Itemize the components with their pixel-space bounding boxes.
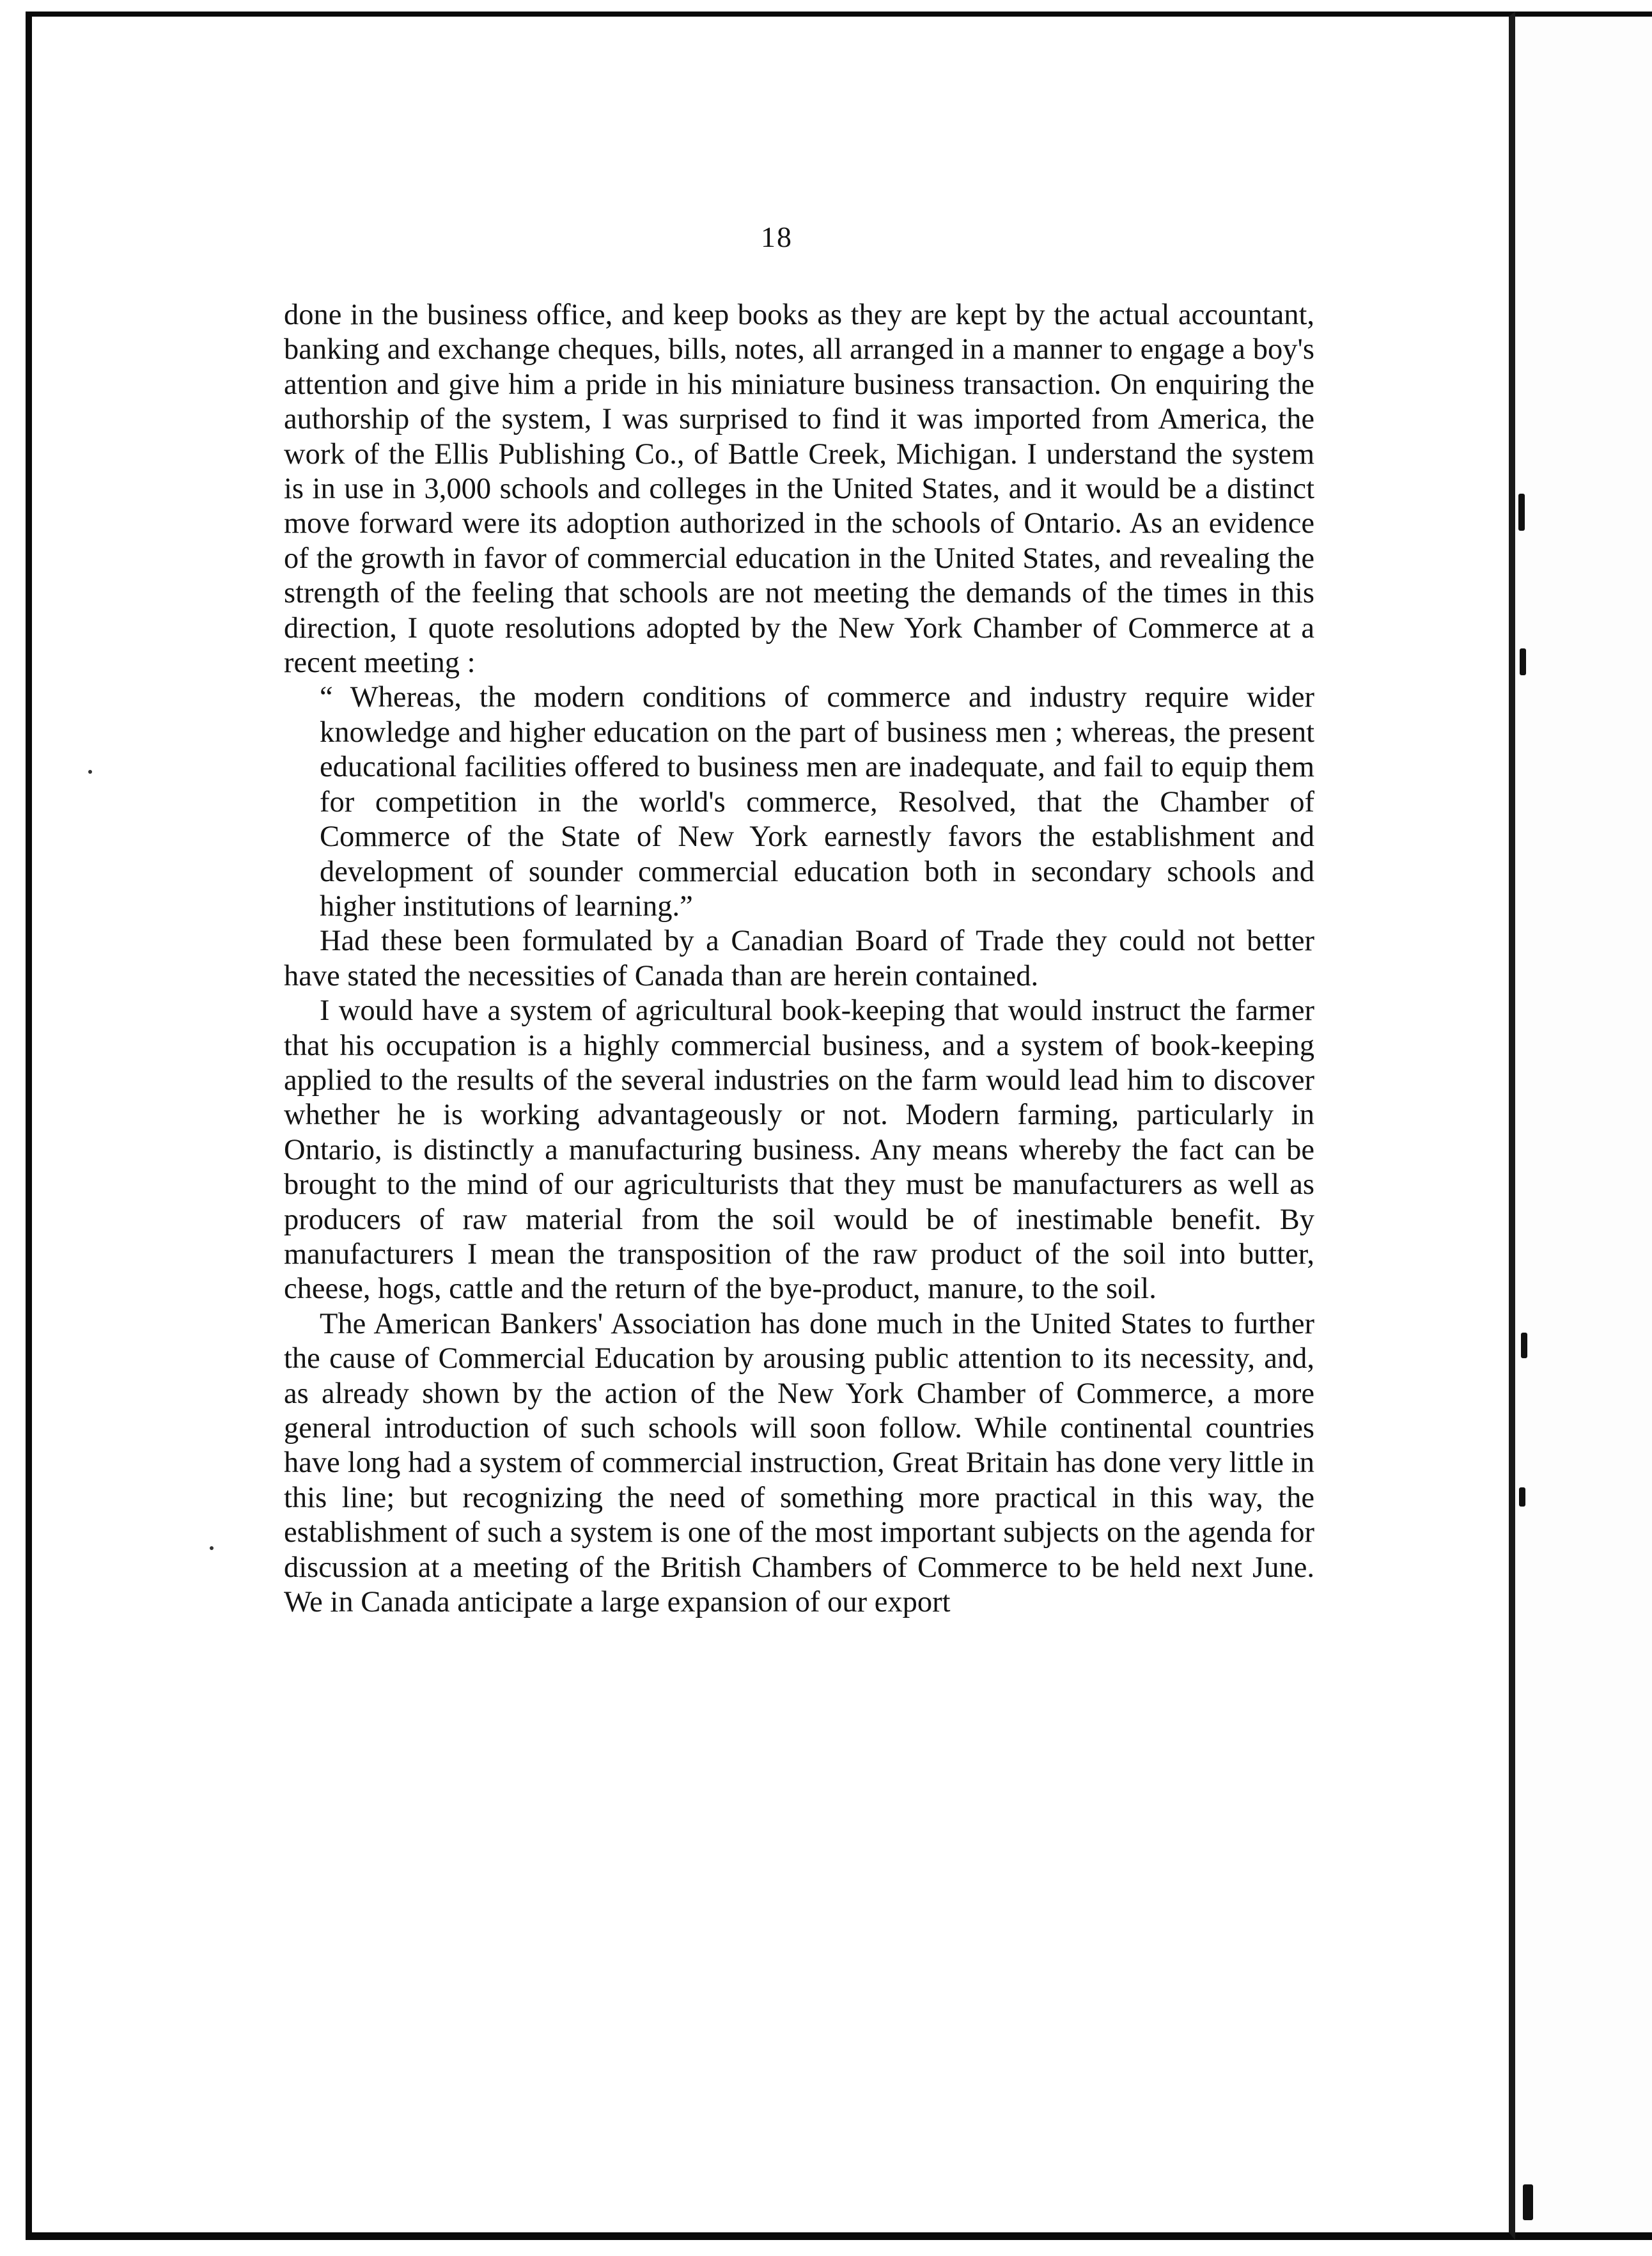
binding-mark bbox=[1518, 494, 1525, 531]
paragraph-agricultural-bookkeeping: I would have a system of agricultural book-keeping that would instruct the farmer that his occupation is a highly commercial business, and a system of book-keeping applied to the results of the several industries on the farm would lead him to discover whether he is working advantageously or not. Modern farming, particularly in Ontario, is distinctly a manufacturing business. Any means whereby the fact can be brought to the mind of our agriculturists that they must be manufacturers as well as producers of raw material from the soil would be of inestimable benefit. By manufacturers I mean the transposition of the raw product of the soil into butter, cheese, hogs, cattle and the return of the bye-product, manure, to the soil. bbox=[284, 994, 1314, 1306]
paragraph-continuation: done in the business office, and keep books as they are kept by the actual accountant, banking and exchange cheques, bills, notes, all arranged in a manner to engage a boy's attention and give him a pride in his miniature business transaction. On enquiring the authorship of the system, I was surprised to find it was imported from America, the work of the Ellis Publishing Co., of Battle Creek, Michigan. I understand the system is in use in 3,000 schools and colleges in the United States, and it would be a distinct move forward were its adoption authorized in the schools of Ontario. As an evidence of the growth in favor of commercial education in the United States, and revealing the strength of the feeling that schools are not meeting the demands of the times in this direction, I quote resolutions adopted by the New York Chamber of Commerce at a recent meeting : bbox=[284, 299, 1314, 680]
paragraph-quoted-resolution: “ Whereas, the modern conditions of commerce and industry require wider knowledge and higher education on the part of business men ; whereas, the present educational facilities offered to business men are inadequate, and fail to equip them for competition in the world's commerce, Resolved, that the Chamber of Commerce of the State of New York earnestly favors the establishment and development of sounder commercial education both in secondary schools and higher institutions of learning.” bbox=[320, 681, 1314, 923]
binding-mark bbox=[1523, 2184, 1533, 2220]
binding-mark bbox=[1521, 1333, 1527, 1358]
adjacent-page-edge bbox=[1515, 12, 1652, 2240]
document-page bbox=[26, 12, 1515, 2240]
paragraph-bankers-association: The American Bankers' Association has done much in the United States to further the cause of Commercial Education by arousing public attention to its necessity, and, as already shown by the action of the New York Chamber of Commerce, a more general introduction of such schools will soon follow. While continental countries have long had a system of commercial instruction, Great Britain has done very little in this line; but recognizing the need of something more practical in this way, the establishment of such a system is one of the most important subjects on the agenda for discussion at a meeting of the British Chambers of Commerce to be held next June. We in Canada anticipate a large expansion of our export bbox=[284, 1307, 1314, 1619]
body-text bbox=[284, 298, 1314, 1620]
page-number: 18 bbox=[761, 221, 793, 253]
binding-mark bbox=[1519, 1487, 1525, 1507]
binding-mark bbox=[1520, 648, 1526, 675]
scan-speck bbox=[88, 770, 92, 774]
paragraph-board-of-trade: Had these been formulated by a Canadian Board of Trade they could not better have stated the necessities of Canada than are herein contained. bbox=[284, 925, 1314, 992]
scan-speck bbox=[210, 1546, 214, 1550]
